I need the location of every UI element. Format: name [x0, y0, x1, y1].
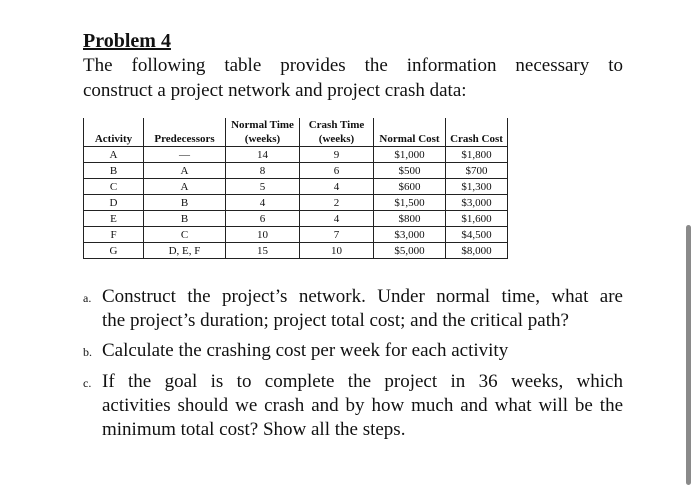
- table-row: [84, 227, 508, 243]
- project-data-table: [83, 118, 508, 259]
- intro-line-2: construct a project network and project crash data:: [83, 80, 467, 101]
- question-text: [102, 339, 623, 363]
- question-line-rest: activities should we crash and by how much and what will be the minimum total cost? Show all the steps.: [102, 395, 623, 440]
- table-cell: 14: [226, 147, 300, 163]
- table-cell: $4,500: [446, 227, 508, 243]
- table-cell: $3,000: [446, 195, 508, 211]
- table-cell: $5,000: [374, 243, 446, 259]
- table-cell: 2: [300, 195, 374, 211]
- column-header-line-2: (weeks): [318, 133, 355, 145]
- column-header: [446, 118, 508, 147]
- table-cell: 10: [226, 227, 300, 243]
- question-line-1: Calculate the crashing cost per week for each activity: [102, 340, 509, 361]
- table-row: [84, 195, 508, 211]
- table-cell: A: [84, 147, 144, 163]
- table-cell: $800: [374, 211, 446, 227]
- column-header-line-1: Crash Time: [308, 119, 365, 131]
- table-cell: A: [144, 179, 226, 195]
- table-cell: B: [84, 163, 144, 179]
- column-header-line-2: Normal Cost: [379, 133, 440, 145]
- table-cell: 6: [226, 211, 300, 227]
- table-cell: $1,800: [446, 147, 508, 163]
- table-cell: 15: [226, 243, 300, 259]
- table-body: [84, 147, 508, 259]
- table-cell: $1,000: [374, 147, 446, 163]
- table-cell: D: [84, 195, 144, 211]
- column-header-line-2: Predecessors: [154, 133, 215, 145]
- column-header: [84, 118, 144, 147]
- table-cell: A: [144, 163, 226, 179]
- table-row: [84, 211, 508, 227]
- table-cell: 9: [300, 147, 374, 163]
- question-text: [102, 285, 623, 333]
- table-cell: 6: [300, 163, 374, 179]
- table-cell: $1,500: [374, 195, 446, 211]
- question-line-1: If the goal is to complete the project in 36 weeks, which: [102, 371, 623, 392]
- table-row: [84, 243, 508, 259]
- table-cell: B: [144, 195, 226, 211]
- table-cell: 10: [300, 243, 374, 259]
- column-header: [300, 118, 374, 147]
- table-cell: B: [144, 211, 226, 227]
- table-cell: G: [84, 243, 144, 259]
- question-marker: c.: [83, 376, 92, 390]
- table-cell: $8,000: [446, 243, 508, 259]
- table-cell: 4: [300, 179, 374, 195]
- table-header-row: [84, 118, 508, 147]
- table-cell: F: [84, 227, 144, 243]
- problem-title: Problem 4: [83, 30, 171, 52]
- table-cell: D, E, F: [144, 243, 226, 259]
- question-text: [102, 370, 623, 442]
- intro-line-1: The following table provides the information necessary to: [83, 55, 623, 76]
- column-header: [374, 118, 446, 147]
- table-row: [84, 179, 508, 195]
- question-a: [83, 285, 623, 333]
- column-header: [144, 118, 226, 147]
- column-header: [226, 118, 300, 147]
- question-marker: a.: [83, 291, 92, 305]
- question-b: [83, 339, 623, 363]
- table-cell: 4: [300, 211, 374, 227]
- table-cell: $1,300: [446, 179, 508, 195]
- table-row: [84, 147, 508, 163]
- question-line-1: Construct the project’s network. Under normal time, what are: [102, 286, 623, 307]
- table-cell: $1,600: [446, 211, 508, 227]
- table-cell: $3,000: [374, 227, 446, 243]
- table-cell: $500: [374, 163, 446, 179]
- column-header-line-2: (weeks): [244, 133, 281, 145]
- table-cell: E: [84, 211, 144, 227]
- table-row: [84, 163, 508, 179]
- column-header-line-1: Normal Time: [231, 119, 294, 131]
- table-cell: 5: [226, 179, 300, 195]
- table-cell: $700: [446, 163, 508, 179]
- table-cell: 8: [226, 163, 300, 179]
- table-cell: 7: [300, 227, 374, 243]
- column-header-line-2: Crash Cost: [450, 133, 503, 145]
- question-marker: b.: [83, 345, 92, 359]
- table-cell: —: [144, 147, 226, 163]
- problem-intro: [83, 53, 623, 103]
- vertical-scrollbar[interactable]: [686, 225, 691, 485]
- table-cell: C: [84, 179, 144, 195]
- table-cell: 4: [226, 195, 300, 211]
- column-header-line-2: Activity: [94, 133, 133, 145]
- table-cell: C: [144, 227, 226, 243]
- table-cell: $600: [374, 179, 446, 195]
- question-line-rest: the project’s duration; project total cost; and the critical path?: [102, 310, 569, 331]
- question-c: [83, 370, 623, 442]
